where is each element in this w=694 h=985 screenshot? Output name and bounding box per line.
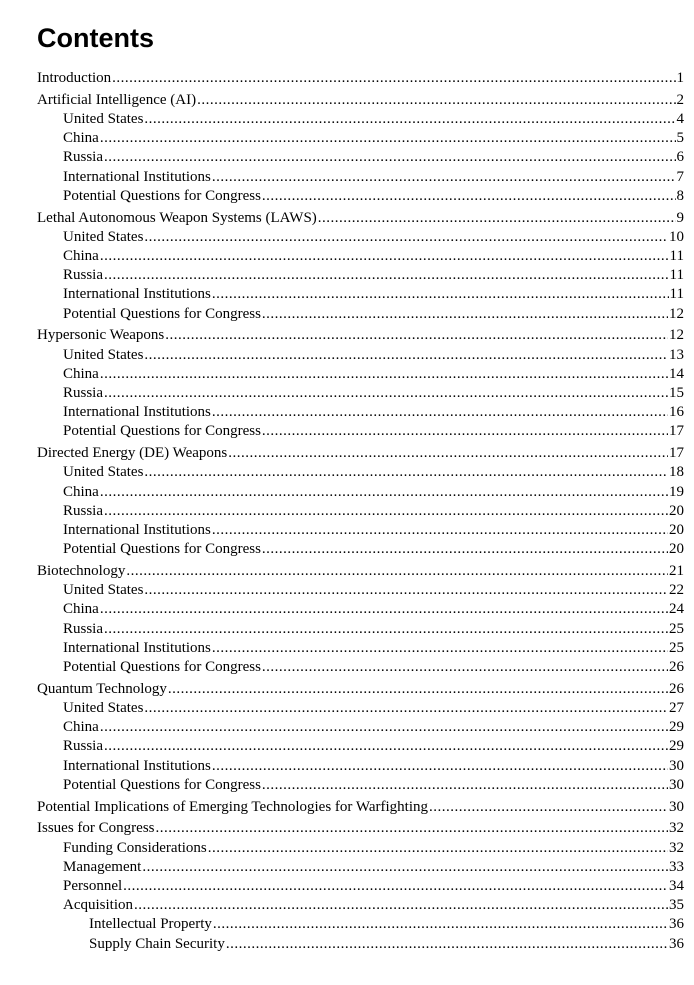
toc-entry-label: United States: [63, 700, 144, 716]
toc-subentry[interactable]: [63, 757, 684, 775]
toc-entry-label: Potential Questions for Congress: [63, 187, 261, 204]
dot-leader: [144, 463, 668, 481]
dot-leader: [104, 737, 668, 755]
toc-subentry[interactable]: [63, 346, 684, 364]
toc-page-number: 20: [669, 541, 684, 558]
dot-leader: [208, 839, 668, 857]
dot-leader: [226, 935, 668, 953]
dot-leader: [212, 521, 668, 539]
dot-leader: [212, 168, 676, 186]
toc-page-number: 20: [669, 522, 684, 538]
toc-entry-label: Acquisition: [63, 897, 133, 914]
toc-page-number: 17: [669, 423, 684, 440]
dot-leader: [262, 540, 668, 558]
toc-entry[interactable]: [37, 69, 684, 87]
toc-entry-label: Personnel: [63, 878, 123, 894]
dot-leader: [144, 110, 675, 128]
toc-entry-label: Potential Questions for Congress: [63, 659, 261, 675]
toc-entry-label: China: [63, 365, 99, 382]
toc-page-number: 11: [669, 267, 684, 284]
dot-leader: [100, 718, 668, 736]
toc-subentry[interactable]: [63, 305, 684, 323]
dot-leader: [126, 562, 668, 580]
toc-subentry[interactable]: [63, 540, 684, 558]
toc-page-number: 25: [669, 620, 684, 637]
dot-leader: [212, 639, 668, 657]
toc-subentry[interactable]: [63, 521, 684, 539]
toc-entry-label: China: [63, 130, 99, 147]
toc-entry-label: China: [63, 601, 99, 618]
toc-page-number: 24: [669, 601, 684, 618]
toc-entry-label: Issues for Congress: [37, 820, 155, 837]
toc-subentry[interactable]: [63, 110, 684, 128]
toc-entry-label: Hypersonic Weapons: [37, 327, 165, 344]
toc-page-number: 25: [669, 639, 684, 656]
toc-subentry[interactable]: [63, 896, 684, 914]
toc-subentry[interactable]: [63, 168, 684, 186]
toc-page-number: 26: [669, 680, 684, 697]
toc-entry-label: Potential Questions for Congress: [63, 541, 261, 558]
toc-entry-label: Potential Questions for Congress: [63, 423, 261, 440]
toc-subentry[interactable]: [63, 266, 684, 284]
toc-subentry[interactable]: [63, 718, 684, 736]
toc-subentry[interactable]: [63, 639, 684, 657]
dot-leader: [144, 581, 668, 599]
toc-page-number: 30: [669, 757, 684, 774]
dot-leader: [156, 819, 669, 837]
toc-entry-label: International Institutions: [63, 168, 211, 185]
toc-page-number: 12: [669, 327, 684, 344]
toc-page-number: 12: [669, 305, 684, 322]
toc-page-number: 5: [676, 130, 684, 147]
toc-subentry[interactable]: [63, 620, 684, 638]
toc-entry-label: Artificial Intelligence (AI): [37, 91, 197, 108]
dot-leader: [104, 384, 668, 402]
toc-subentry[interactable]: [63, 384, 684, 402]
toc-subentry[interactable]: [63, 365, 684, 383]
dot-leader: [213, 915, 668, 933]
toc-entry-label: Russia: [63, 738, 104, 755]
toc-entry[interactable]: [37, 326, 684, 344]
dot-leader: [123, 877, 668, 895]
dot-leader: [262, 187, 676, 205]
dot-leader: [429, 798, 668, 816]
toc-page-number: 21: [669, 563, 684, 579]
toc-subentry[interactable]: [63, 600, 684, 618]
toc-entry-label: Russia: [63, 149, 104, 166]
toc-entry-label: Quantum Technology: [37, 680, 167, 697]
dot-leader: [142, 858, 668, 876]
toc-entry-label: China: [63, 483, 99, 500]
toc-entry-label: United States: [63, 228, 144, 245]
dot-leader: [144, 346, 668, 364]
toc-subentry[interactable]: [63, 463, 684, 481]
toc-page-number: 32: [669, 839, 684, 856]
dot-leader: [104, 620, 668, 638]
toc-page-number: 30: [669, 776, 684, 793]
dot-leader: [100, 600, 668, 618]
toc-subentry[interactable]: [63, 502, 684, 520]
toc-entry-label: Introduction: [37, 70, 112, 86]
toc-subentry[interactable]: [63, 247, 684, 265]
toc-subentry[interactable]: [63, 737, 684, 755]
dot-leader: [197, 91, 675, 109]
toc-subentry[interactable]: [63, 129, 684, 147]
dot-leader: [112, 69, 675, 87]
toc-entry-label: United States: [63, 111, 144, 127]
toc-page-number: 29: [669, 738, 684, 755]
toc-subentry[interactable]: [63, 228, 684, 246]
dot-leader: [318, 209, 676, 227]
dot-leader: [104, 502, 668, 520]
toc-entry-label: Funding Considerations: [63, 839, 207, 856]
toc-page-number: 18: [669, 464, 684, 481]
toc-entry-label: International Institutions: [63, 286, 211, 303]
toc-page-number: 29: [669, 719, 684, 736]
toc-entry[interactable]: [37, 562, 684, 580]
toc-page-number: 7: [676, 168, 684, 185]
toc-entry-label: United States: [63, 582, 144, 599]
toc-page-number: 15: [669, 385, 684, 401]
toc-entry-label: International Institutions: [63, 404, 211, 421]
toc-page-number: 32: [669, 820, 684, 837]
toc-page-number: 9: [676, 209, 684, 226]
dot-leader: [100, 483, 668, 501]
toc-entry-label: United States: [63, 464, 144, 481]
toc-page-number: 27: [669, 700, 684, 716]
toc-subentry[interactable]: [63, 581, 684, 599]
toc-page-number: 33: [669, 858, 684, 875]
toc-subentry[interactable]: [63, 839, 684, 857]
toc-page-number: 10: [669, 228, 684, 245]
toc-page-number: 19: [669, 483, 684, 500]
toc-entry-label: Russia: [63, 502, 104, 519]
toc-subentry[interactable]: [63, 422, 684, 440]
toc-page-number: 1: [676, 70, 684, 86]
toc-subentry[interactable]: [63, 187, 684, 205]
toc-subentry[interactable]: [63, 148, 684, 166]
toc-page-number: 22: [669, 582, 684, 599]
toc-subentry[interactable]: [63, 285, 684, 303]
toc-entry-label: Potential Questions for Congress: [63, 305, 261, 322]
dot-leader: [165, 326, 668, 344]
toc-entry-label: Intellectual Property: [89, 916, 212, 933]
toc-entry-label: Russia: [63, 267, 104, 284]
dot-leader: [212, 285, 669, 303]
page-title: Contents: [37, 23, 154, 53]
toc-entry-label: International Institutions: [63, 639, 211, 656]
toc-entry[interactable]: [37, 798, 684, 816]
dot-leader: [100, 365, 668, 383]
toc-page-number: 11: [669, 248, 684, 264]
toc-page-number: 4: [676, 111, 684, 127]
toc-entry-label: China: [63, 719, 99, 736]
toc-entry-label: Lethal Autonomous Weapon Systems (LAWS): [37, 209, 317, 226]
dot-leader: [228, 444, 668, 462]
toc-entry-label: Potential Questions for Congress: [63, 776, 261, 793]
toc-page-number: 20: [669, 502, 684, 519]
dot-leader: [104, 266, 669, 284]
toc-entry-label: Biotechnology: [37, 563, 126, 579]
toc-subentry[interactable]: [63, 699, 684, 717]
dot-leader: [100, 247, 669, 265]
toc-page-number: 30: [669, 798, 684, 815]
toc-entry-label: Directed Energy (DE) Weapons: [37, 445, 228, 462]
dot-leader: [104, 148, 675, 166]
toc-entry-label: United States: [63, 346, 144, 363]
toc-subentry[interactable]: [63, 858, 684, 876]
toc-entry-label: International Institutions: [63, 522, 211, 538]
toc-subentry[interactable]: [63, 658, 684, 676]
dot-leader: [262, 305, 668, 323]
toc-subsubentry[interactable]: [89, 935, 684, 953]
dot-leader: [212, 403, 668, 421]
toc-page-number: 34: [669, 878, 684, 894]
toc-page-number: 17: [669, 445, 684, 462]
toc-entry-label: Russia: [63, 385, 104, 401]
toc-page-number: 14: [669, 365, 684, 382]
toc-entry[interactable]: [37, 680, 684, 698]
toc-subentry[interactable]: [63, 877, 684, 895]
dot-leader: [144, 228, 668, 246]
dot-leader: [212, 757, 668, 775]
toc-page-number: 35: [669, 897, 684, 914]
toc-entry-label: Potential Implications of Emerging Technologies for Warfighting: [37, 798, 429, 815]
toc-subentry[interactable]: [63, 776, 684, 794]
dot-leader: [262, 658, 668, 676]
toc-entry-label: Management: [63, 858, 142, 875]
toc-page-number: 16: [669, 404, 684, 421]
dot-leader: [262, 776, 668, 794]
toc-subentry[interactable]: [63, 403, 684, 421]
toc-page-number: 26: [669, 659, 684, 675]
toc-entry-label: Russia: [63, 620, 104, 637]
toc-page-number: 8: [676, 187, 684, 204]
dot-leader: [262, 422, 668, 440]
toc-subsubentry[interactable]: [89, 915, 684, 933]
toc-page-number: 2: [676, 91, 684, 108]
toc-page-number: 13: [669, 346, 684, 363]
dot-leader: [168, 680, 668, 698]
toc-entry[interactable]: [37, 819, 684, 837]
toc-page-number: 36: [669, 916, 684, 933]
toc-entry-label: International Institutions: [63, 757, 211, 774]
toc-entry[interactable]: [37, 209, 684, 227]
toc-page-number: 36: [669, 935, 684, 952]
toc-entry-label: China: [63, 248, 99, 264]
dot-leader: [134, 896, 668, 914]
toc-entry[interactable]: [37, 91, 684, 109]
toc-entry-label: Supply Chain Security: [89, 935, 225, 952]
toc-entry[interactable]: [37, 444, 684, 462]
toc-page-number: 11: [669, 286, 684, 303]
dot-leader: [100, 129, 676, 147]
toc-subentry[interactable]: [63, 483, 684, 501]
dot-leader: [144, 699, 668, 717]
toc-page-number: 6: [676, 149, 684, 166]
